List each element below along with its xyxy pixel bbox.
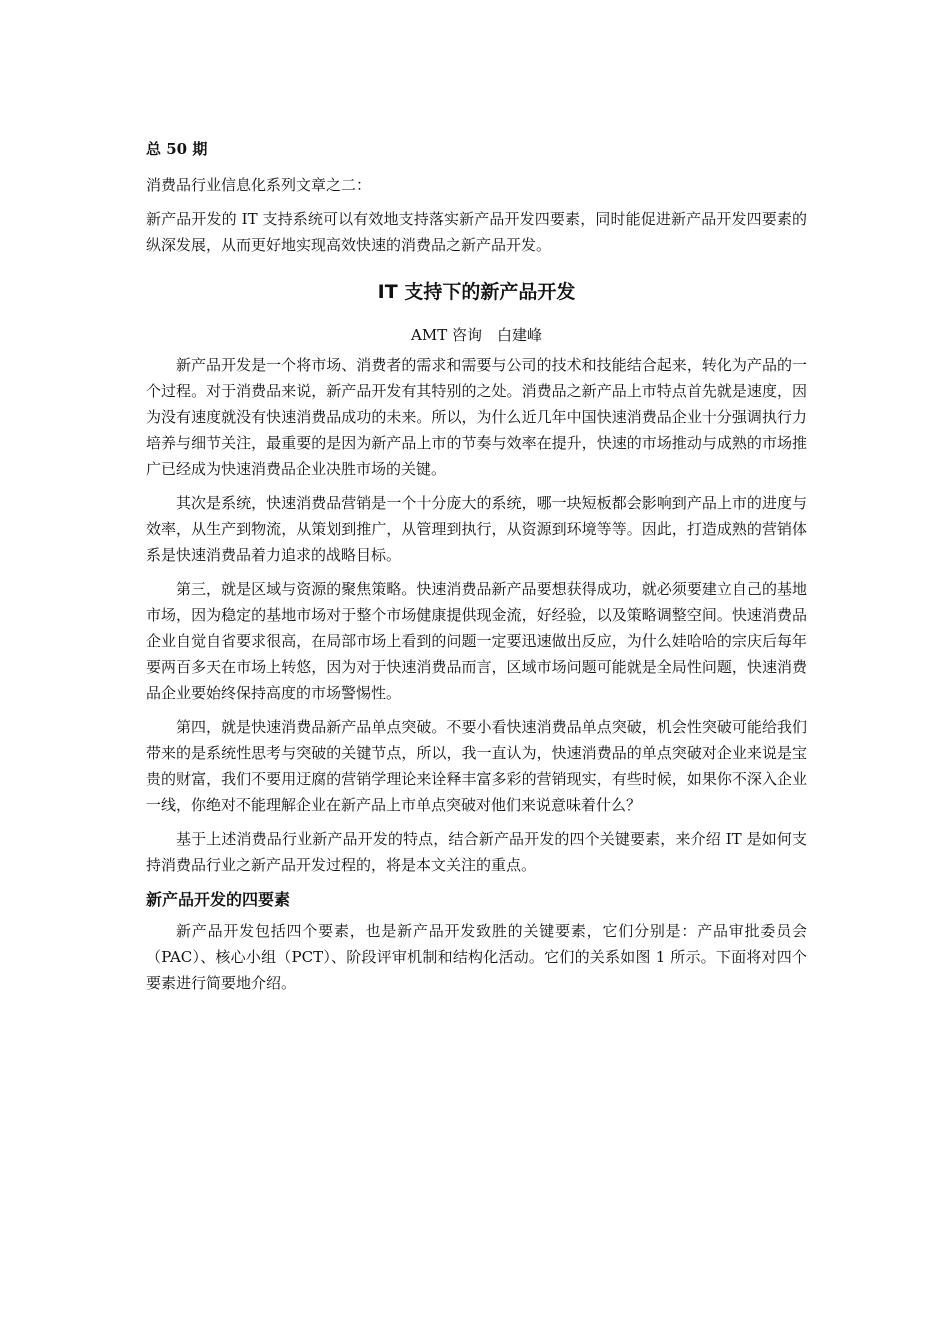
- document-page: [146, 136, 807, 1004]
- article-summary: 新产品开发的 IT 支持系统可以有效地支持落实新产品开发四要素，同时能促进新产品开发四要素的纵深发展，从而更好地实现高效快速的消费品之新产品开发。: [146, 210, 807, 254]
- issue-number: 总 50 期: [146, 140, 208, 158]
- section-heading: 新产品开发的四要素: [146, 890, 291, 909]
- body-paragraph: 其次是系统，快速消费品营销是一个十分庞大的系统，哪一块短板都会影响到产品上市的进度与效率，从生产到物流，从策划到推广，从管理到执行，从资源到环境等等。因此，打造成熟的营销体系是快速消费品着力追求的战略目标。: [146, 494, 807, 564]
- body-paragraph: 新产品开发是一个将市场、消费者的需求和需要与公司的技术和技能结合起来，转化为产品的一个过程。对于消费品来说，新产品开发有其特别的之处。消费品之新产品上市特点首先就是速度，因为没有速度就没有快速消费品成功的未来。所以，为什么近几年中国快速消费品企业十分强调执行力培养与细节关注，最重要的是因为新产品上市的节奏与效率在提升，快速的市场推动与成熟的市场推广已经成为快速消费品企业决胜市场的关键。: [146, 356, 807, 478]
- series-label: 消费品行业信息化系列文章之二：: [146, 176, 372, 194]
- body-paragraph: 第四，就是快速消费品新产品单点突破。不要小看快速消费品单点突破，机会性突破可能给我们带来的是系统性思考与突破的关键节点，所以，我一直认为，快速消费品的单点突破对企业来说是宝贵的财富，我们不要用迂腐的营销学理论来诠释丰富多彩的营销现实，有些时候，如果你不深入企业一线，你绝对不能理解企业在新产品上市单点突破对他们来说意味着什么？: [146, 718, 807, 814]
- body-paragraph: 基于上述消费品行业新产品开发的特点，结合新产品开发的四个关键要素，来介绍 IT 是如何支持消费品行业之新产品开发过程的，将是本文关注的重点。: [146, 830, 807, 874]
- section-paragraph: 新产品开发包括四个要素，也是新产品开发致胜的关键要素，它们分别是：产品审批委员会（PAC）、核心小组（PCT）、阶段评审机制和结构化活动。它们的关系如图 1 所示。下面将对四个要素进行简要地介绍。: [146, 922, 807, 992]
- article-author: AMT 咨询 白建峰: [411, 326, 542, 344]
- article-title: IT 支持下的新产品开发: [377, 281, 576, 303]
- body-paragraph: 第三，就是区域与资源的聚焦策略。快速消费品新产品要想获得成功，就必须要建立自己的基地市场，因为稳定的基地市场对于整个市场健康提供现金流，好经验，以及策略调整空间。快速消费品企业自觉自省要求很高，在局部市场上看到的问题一定要迅速做出反应，为什么娃哈哈的宗庆后每年要两百多天在市场上转悠，因为对于快速消费品而言，区域市场问题可能就是全局性问题，快速消费品企业要始终保持高度的市场警惕性。: [146, 580, 807, 702]
